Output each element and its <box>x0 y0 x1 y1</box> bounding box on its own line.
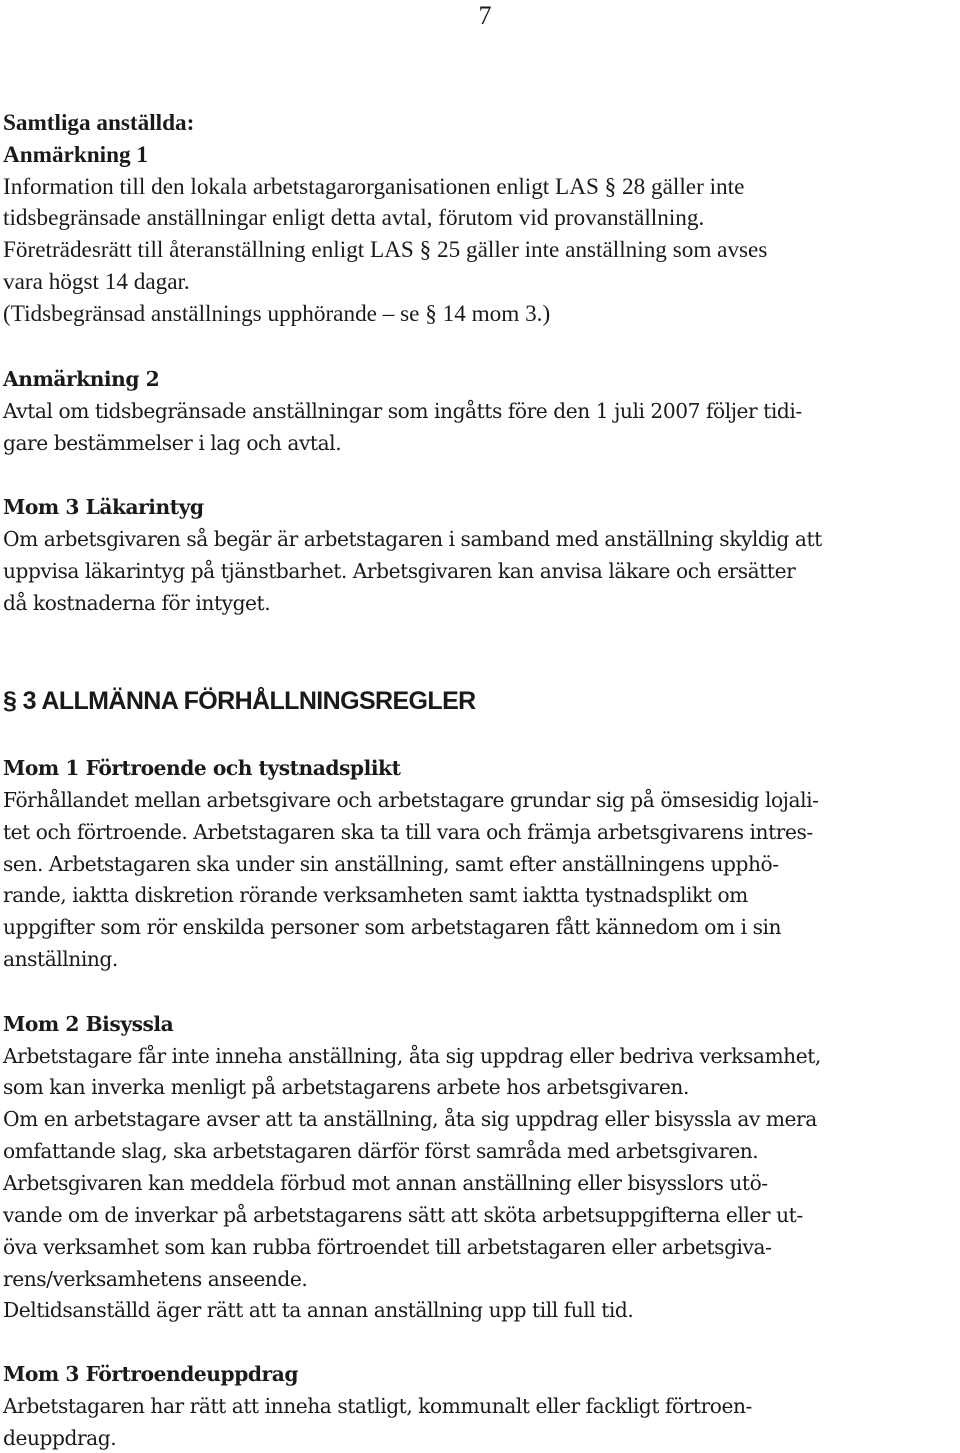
paragraph-line: omfattande slag, ska arbetstagaren därför först samråda med arbetsgivaren. <box>3 1139 759 1163</box>
note-line: Information till den lokala arbetstagarorganisationen enligt LAS § 28 gäller inte <box>3 174 745 200</box>
note-line: tidsbegränsade anställningar enligt detta avtal, förutom vid provanställning. <box>3 205 705 231</box>
paragraph-line: öva verksamhet som kan rubba förtroendet till arbetstagaren eller arbetsgiva- <box>3 1235 772 1259</box>
subsection-title: Mom 1 Förtroende och tystnadsplikt <box>3 756 401 780</box>
paragraph-line: Arbetstagare får inte inneha anställning, åta sig uppdrag eller bedriva verksamhet, <box>3 1044 821 1068</box>
paragraph-line: uppgifter som rör enskilda personer som arbetstagaren fått kännedom om i sin <box>3 915 782 939</box>
note-line: gare bestämmelser i lag och avtal. <box>3 431 342 455</box>
subsection-title: Mom 2 Bisyssla <box>3 1012 174 1036</box>
paragraph-line: Arbetstagaren har rätt att inneha statligt, kommunalt eller fackligt förtroen- <box>3 1394 752 1418</box>
section-heading: § 3 ALLMÄNNA FÖRHÅLLNINGSREGLER <box>3 687 476 715</box>
paragraph-line: som kan inverka menligt på arbetstagarens arbete hos arbetsgivaren. <box>3 1075 689 1099</box>
paragraph-line: uppvisa läkarintyg på tjänstbarhet. Arbetsgivaren kan anvisa läkare och ersätter <box>3 559 796 583</box>
note-line: Avtal om tidsbegränsade anställningar som ingåtts före den 1 juli 2007 följer tidi- <box>3 399 802 423</box>
subsection-title: Mom 3 Läkarintyg <box>3 495 204 519</box>
section-title: Samtliga anställda: <box>3 110 195 136</box>
paragraph-line: tet och förtroende. Arbetstagaren ska ta till vara och främja arbetsgivarens intres- <box>3 820 813 844</box>
paragraph-line: rande, iaktta diskretion rörande verksamheten samt iaktta tystnadsplikt om <box>3 883 748 907</box>
paragraph-line: Förhållandet mellan arbetsgivare och arbetstagare grundar sig på ömsesidig lojali- <box>3 788 819 812</box>
subsection-title: Mom 3 Förtroendeuppdrag <box>3 1362 299 1386</box>
paragraph-line: rens/verksamhetens anseende. <box>3 1267 308 1291</box>
paragraph-line: Arbetsgivaren kan meddela förbud mot annan anställning eller bisysslors utö- <box>3 1171 768 1195</box>
note-title: Anmärkning 1 <box>3 142 148 168</box>
note-line: Företrädesrätt till återanställning enligt LAS § 25 gäller inte anställning som avses <box>3 237 768 263</box>
note-title: Anmärkning 2 <box>3 367 160 391</box>
note-line: vara högst 14 dagar. <box>3 269 190 295</box>
paragraph-line: sen. Arbetstagaren ska under sin anställning, samt efter anställningens upphö- <box>3 852 779 876</box>
paragraph-line: Om en arbetstagare avser att ta anställning, åta sig uppdrag eller bisyssla av mera <box>3 1107 817 1131</box>
paragraph-line: Deltidsanställd äger rätt att ta annan anställning upp till full tid. <box>3 1298 634 1322</box>
note-line: (Tidsbegränsad anställnings upphörande – se § 14 mom 3.) <box>3 301 551 327</box>
page-number: 7 <box>478 1 492 30</box>
paragraph-line: Om arbetsgivaren så begär är arbetstagaren i samband med anställning skyldig att <box>3 527 822 551</box>
paragraph-line: vande om de inverkar på arbetstagarens sätt att sköta arbetsuppgifterna eller ut- <box>3 1203 803 1227</box>
paragraph-line: då kostnaderna för intyget. <box>3 591 271 615</box>
paragraph-line: deuppdrag. <box>3 1426 117 1450</box>
paragraph-line: anställning. <box>3 947 118 971</box>
